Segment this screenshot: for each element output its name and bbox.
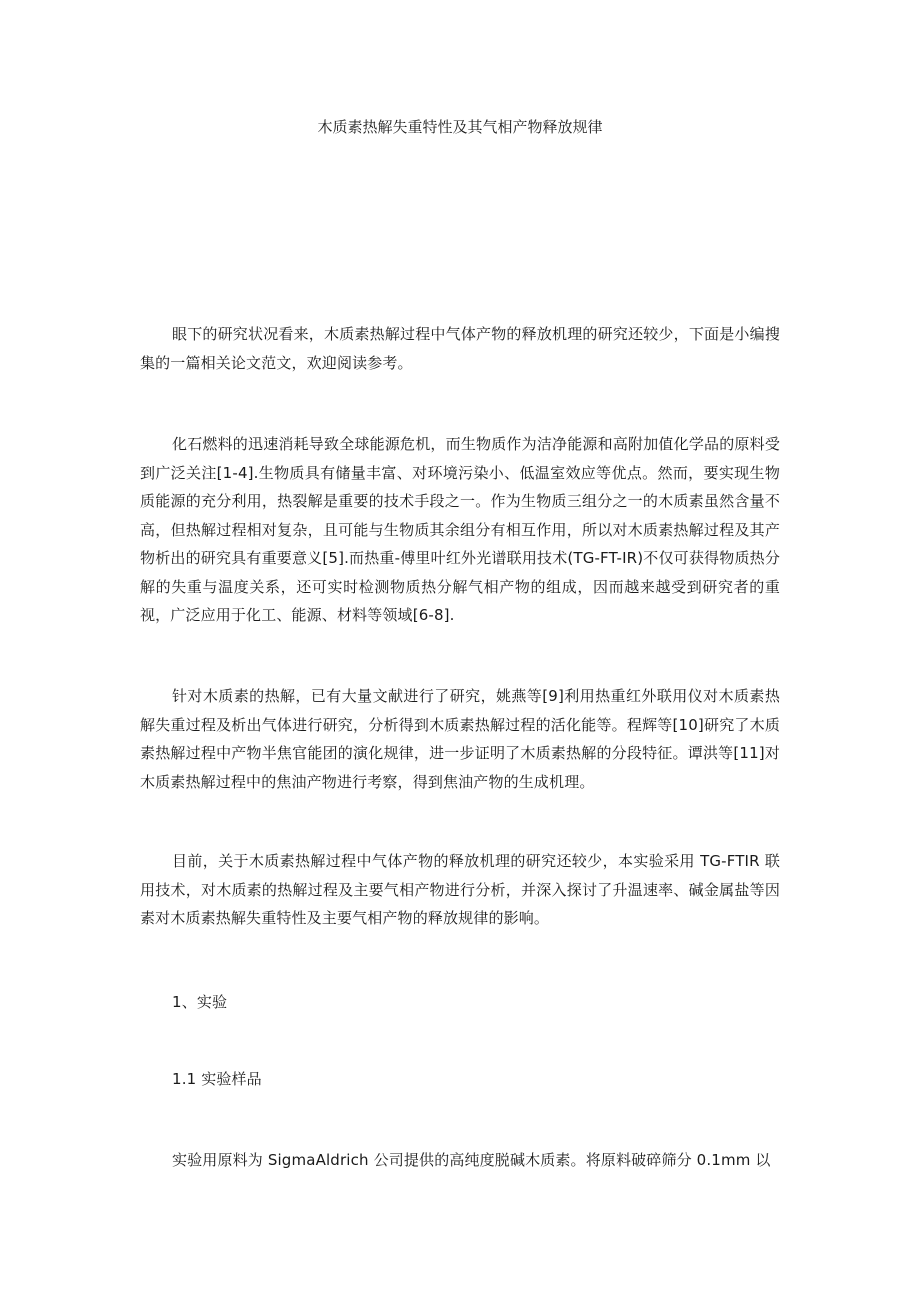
subsection-heading-samples: 1.1 实验样品 xyxy=(172,1070,262,1088)
document-title: 木质素热解失重特性及其气相产物释放规律 xyxy=(317,118,603,136)
background-paragraph: 化石燃料的迅速消耗导致全球能源危机，而生物质作为洁净能源和高附加值化学品的原料受到广泛关注[1-4].生物质具有储量丰富、对环境污染小、低温室效应等优点。然而，要实现生物质能源的充分利用，热裂解是重要的技术手段之一。作为生物质三组分之一的木质素虽然含量不高，但热解过程相对复杂，且可能与生物质其余组分有相互作用，所以对木质素热解过程及其产物析出的研究具有重要意义[5].而热重-傅里叶红外光谱联用技术(TG-FT-IR)不仅可获得物质热分解的失重与温度关系，还可实时检测物质热分解气相产物的组成，因而越来越受到研究者的重视，广泛应用于化工、能源、材料等领域[6-8]. xyxy=(140,435,780,624)
section-heading-experiment: 1、实验 xyxy=(172,993,228,1011)
literature-paragraph: 针对木质素的热解，已有大量文献进行了研究，姚燕等[9]利用热重红外联用仪对木质素热解失重过程及析出气体进行研究，分析得到木质素热解过程的活化能等。程辉等[10]研究了木质素热解过程中产物半焦官能团的演化规律，进一步证明了木质素热解的分段特征。谭洪等[11]对木质素热解过程中的焦油产物进行考察，得到焦油产物的生成机理。 xyxy=(140,687,780,791)
samples-paragraph: 实验用原料为 SigmaAldrich 公司提供的高纯度脱碱木质素。将原料破碎筛分 0.1mm 以 xyxy=(172,1151,771,1169)
objective-paragraph: 目前，关于木质素热解过程中气体产物的释放机理的研究还较少，本实验采用 TG-FTIR 联用技术，对木质素的热解过程及主要气相产物进行分析，并深入探讨了升温速率、碱金属盐等因素对木质素热解失重特性及主要气相产物的释放规律的影响。 xyxy=(140,852,780,927)
intro-paragraph: 眼下的研究状况看来，木质素热解过程中气体产物的释放机理的研究还较少，下面是小编搜集的一篇相关论文范文，欢迎阅读参考。 xyxy=(140,325,780,372)
